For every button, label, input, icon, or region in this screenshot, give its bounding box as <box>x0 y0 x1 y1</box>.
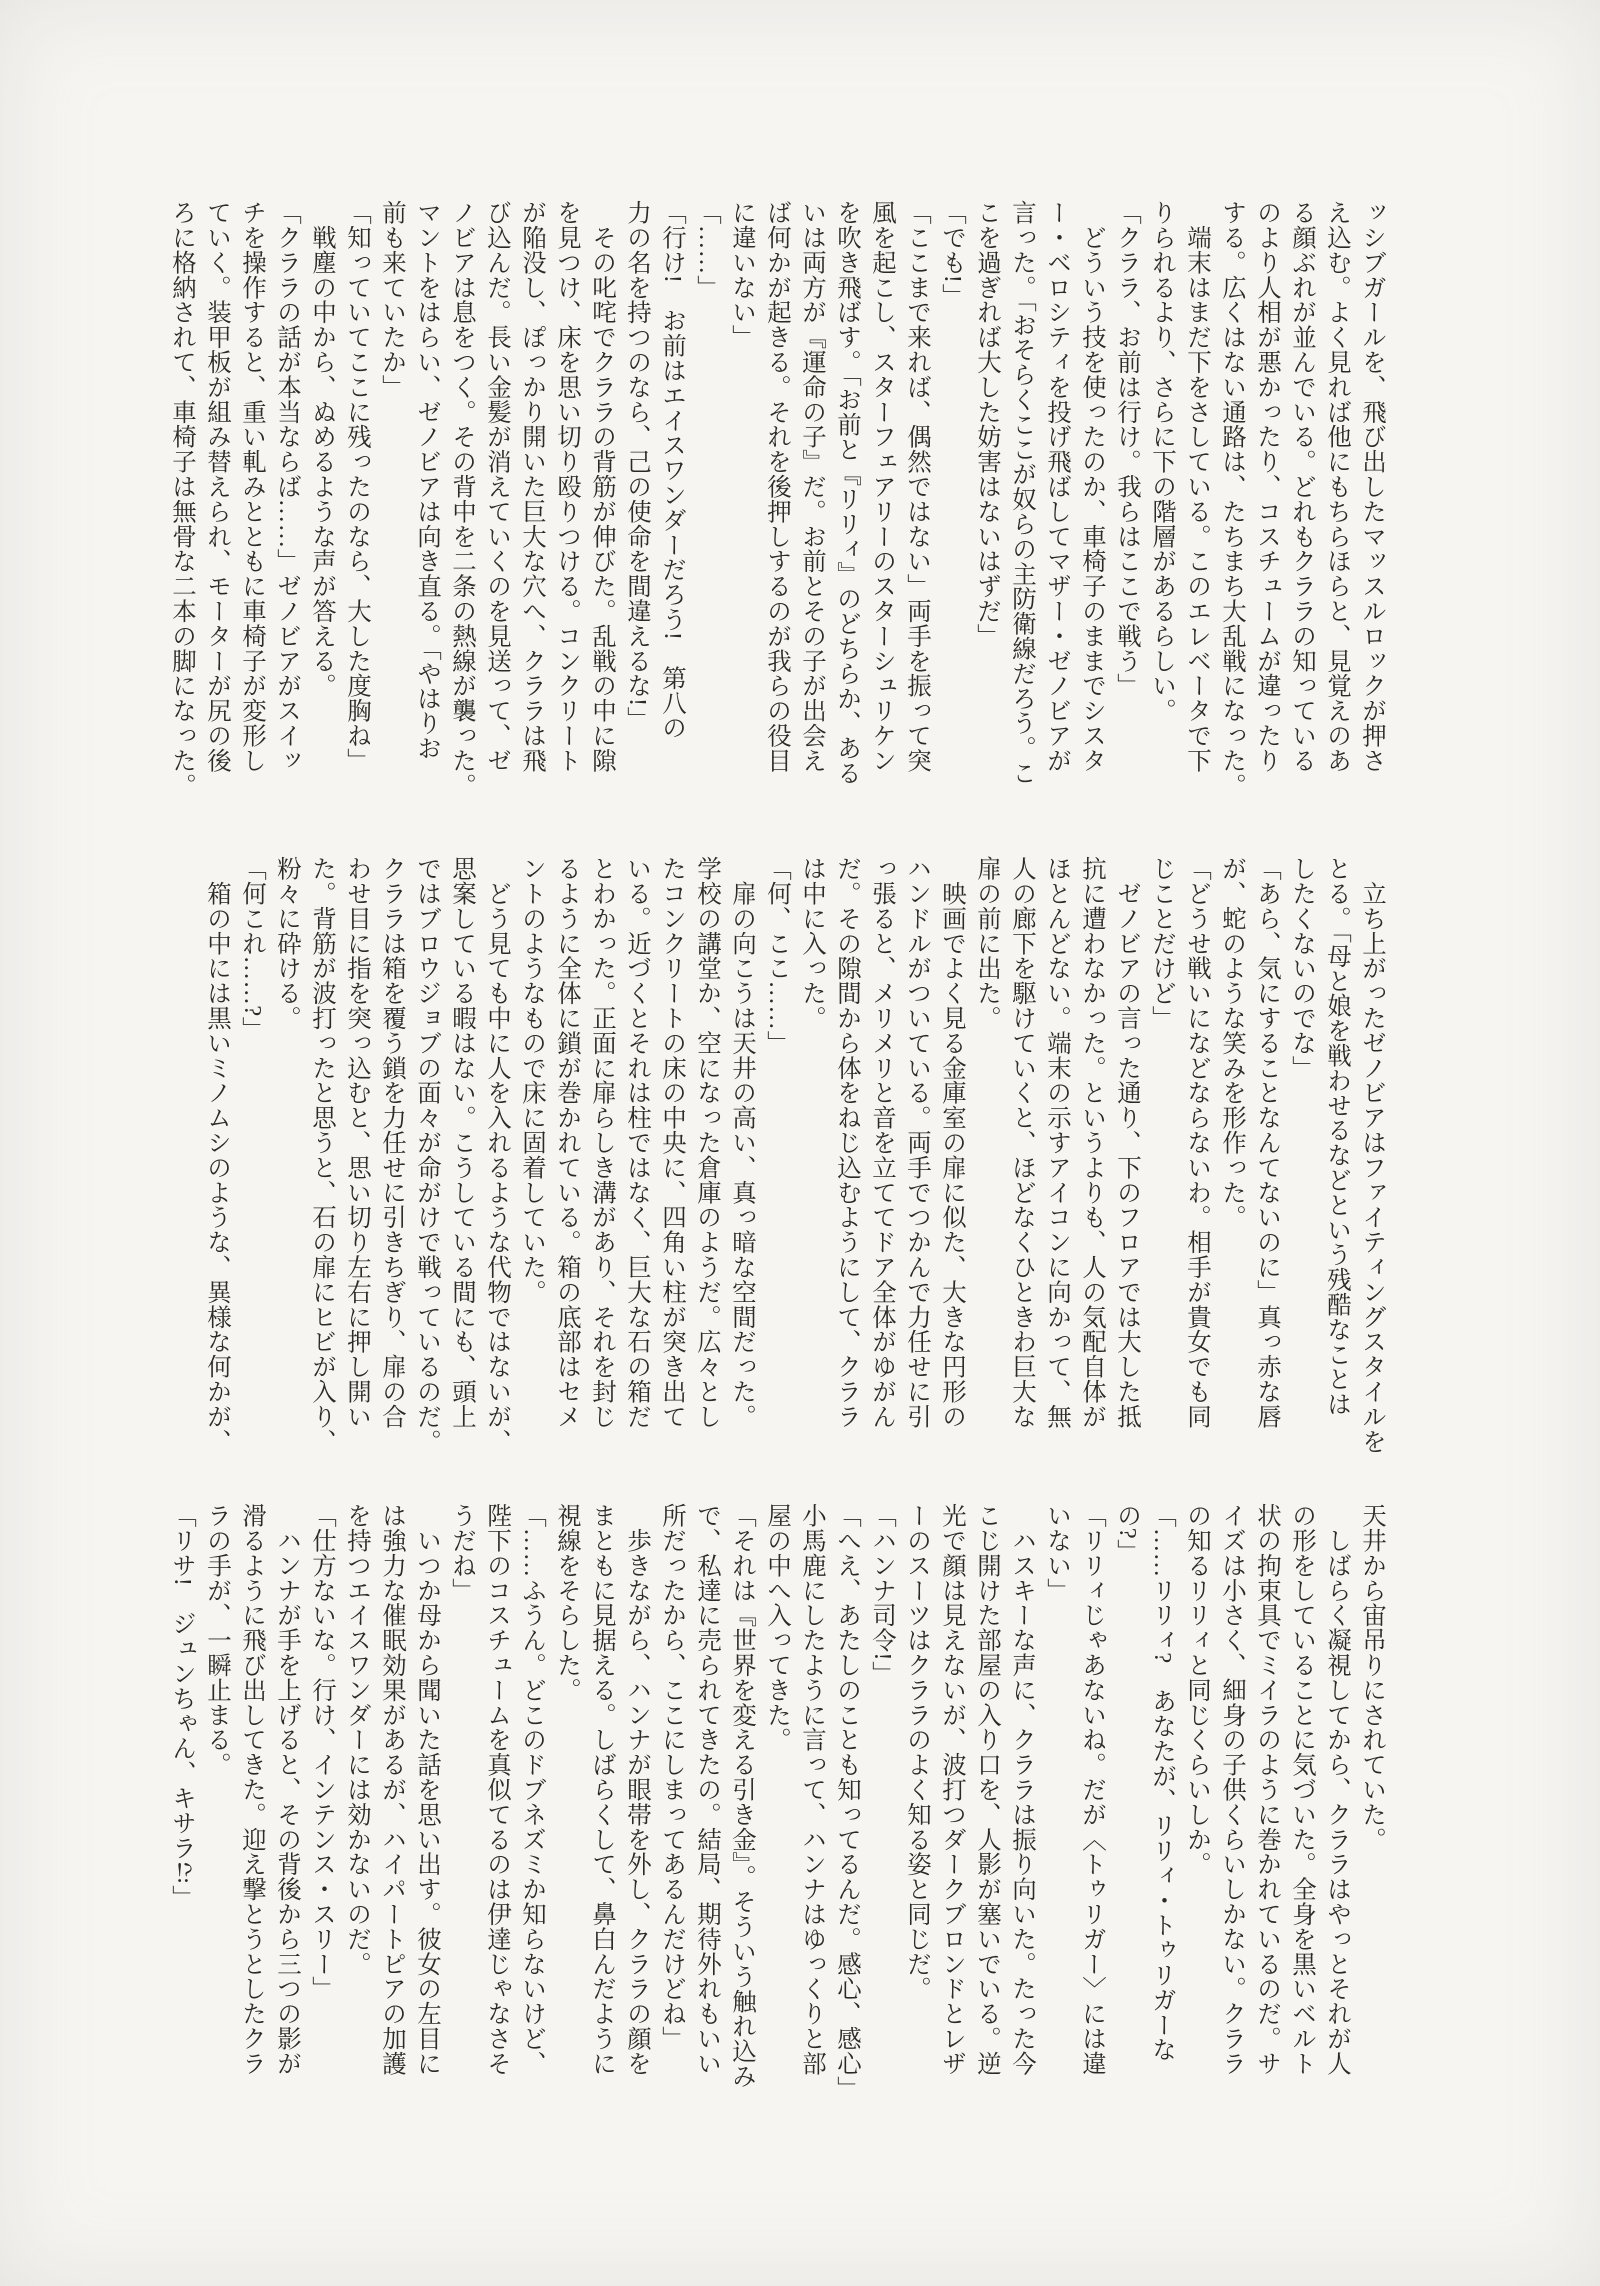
text-column: 前も来ていたか」 <box>379 200 406 400</box>
text-column: いは両方が『運命の子』だ。お前とその子が出会え <box>799 200 826 773</box>
text-band-middle <box>200 856 1390 1454</box>
text-column: とわかった。正面に扉らしき溝があり、それを封じ <box>589 856 616 1429</box>
text-column: が、蛇のような笑みを形作った。 <box>1219 856 1246 1230</box>
text-column: は強力な催眠効果があるが、ハイパートピアの加護 <box>379 1503 406 2076</box>
text-column: 「行け! お前はエイスワンダーだろう! 第八の <box>659 200 686 741</box>
text-column: どう見ても中に人を入れるような代物ではないが、 <box>484 856 511 1454</box>
text-column: 「……」 <box>694 200 721 300</box>
text-column: まともに見据える。しばらくして、鼻白んだように <box>589 1503 616 2076</box>
text-column: のより人相が悪かったり、コスチュームが違ったり <box>1254 200 1281 773</box>
text-column: 粉々に砕ける。 <box>274 856 301 1031</box>
text-column: こを過ぎれば大した妨害はないはずだ」 <box>974 200 1001 649</box>
text-column: るように全体に鎖が巻かれている。箱の底部はセメ <box>554 856 581 1429</box>
text-column: 「クララの話が本当ならば……」ゼノビアがスイッ <box>274 200 301 773</box>
text-column: ほとんどない。端末の示すアイコンに向かって、無 <box>1044 856 1071 1429</box>
text-column: ハスキーな声に、クララは振り向いた。たった今 <box>1009 1503 1036 2076</box>
text-column: うだね」 <box>449 1503 476 1603</box>
text-column: 戦塵の中から、ぬめるような声が答える。 <box>309 200 336 698</box>
text-column: チを操作すると、重い軋みとともに車椅子が変形し <box>239 200 266 773</box>
text-column: 「それは『世界を変える引き金』。そういう触れ込み <box>729 1503 756 2089</box>
text-column: マントをはらい、ゼノビアは向き直る。「やはりお <box>414 200 441 761</box>
text-column: を見つけ、床を思い切り殴りつける。コンクリート <box>554 200 581 773</box>
text-column: だ。その隙間から体をねじ込むようにして、クララ <box>834 856 861 1429</box>
text-column: で、私達に売られてきたの。結局、期待外れもいい <box>694 1503 721 2076</box>
text-column: ゼノビアの言った通り、下のフロアでは大した抵 <box>1114 856 1141 1429</box>
text-column: とる。「母と娘を戦わせるなどという残酷なことは <box>1324 856 1351 1417</box>
text-column: 「クララ、お前は行け。我らはここで戦う」 <box>1114 200 1141 698</box>
text-column: 「ハンナ司令!」 <box>869 1503 896 1686</box>
text-column: 「ここまで来れば、偶然ではない」両手を振って突 <box>904 200 931 773</box>
text-column: 滑るように飛び出してきた。迎え撃とうとしたクラ <box>239 1503 266 2076</box>
text-column: の?」 <box>1114 1503 1141 1565</box>
text-column: どういう技を使ったのか、車椅子のままでシスタ <box>1079 200 1106 773</box>
text-column: ーのスーツはクララのよく知る姿と同じだ。 <box>904 1503 931 2001</box>
text-column: ハンドルがついている。両手でつかんで力任せに引 <box>904 856 931 1429</box>
text-column: 思案している暇はない。こうしている間にも、頭上 <box>449 856 476 1429</box>
text-column: 「仕方ないな。行け、インテンス・スリー」 <box>309 1503 336 2001</box>
text-column: 「リサ! ジュンちゃん、キサラ⁉」 <box>169 1503 196 1910</box>
text-column: ントのようなもので床に固着していた。 <box>519 856 546 1305</box>
text-column: したくないのでな」 <box>1289 856 1316 1081</box>
text-column: こじ開けた部屋の入り口を、人影が塞いでいる。逆 <box>974 1503 1001 2076</box>
text-column: 「……リリィ? あなたが、リリィ・トゥリガーな <box>1149 1503 1176 2063</box>
text-column: 陛下のコスチュームを真似てるのは伊達じゃなさそ <box>484 1503 511 2076</box>
text-column: イズは小さく、細身の子供くらいしかない。クララ <box>1219 1503 1246 2076</box>
text-column: の知るリリィと同じくらいしか。 <box>1184 1503 1211 1877</box>
text-column: たコンクリートの床の中央に、四角い柱が突き出て <box>659 856 686 1429</box>
text-column: ではブロウジョブの面々が命がけで戦っているのだ。 <box>414 856 441 1454</box>
text-column: 光で顔は見えないが、波打つダークブロンドとレザ <box>939 1503 966 2076</box>
text-column: 状の拘束具でミイラのように巻かれているのだ。サ <box>1254 1503 1281 2076</box>
text-column: しばらく凝視してから、クララはやっとそれが人 <box>1324 1503 1351 2076</box>
text-column: 「……ふうん。どこのドブネズミか知らないけど、 <box>519 1503 546 2076</box>
text-column: 「へえ、あたしのことも知ってるんだ。感心、感心」 <box>834 1503 861 2101</box>
text-column: び込んだ。長い金髪が消えていくのを見送って、ゼ <box>484 200 511 773</box>
text-column: の形をしていることに気づいた。全身を黒いベルト <box>1289 1503 1316 2076</box>
text-column: 「あら、気にすることなんてないのに」真っ赤な唇 <box>1254 856 1281 1429</box>
text-column: 学校の講堂か、空になった倉庫のようだ。広々とし <box>694 856 721 1429</box>
text-column: 端末はまだ下をさしている。このエレベータで下 <box>1184 200 1211 773</box>
text-column: 「リリィじゃあないね。だが〈トゥリガー〉には違 <box>1079 1503 1106 2076</box>
text-column: を吹き飛ばす。「お前と『リリィ』のどちらか、ある <box>834 200 861 786</box>
text-column: ば何かが起きる。それを後押しするのが我らの役目 <box>764 200 791 773</box>
text-column: る顔ぶれが並んでいる。どれもクララの知っている <box>1289 200 1316 773</box>
text-column: ていく。装甲板が組み替えられ、モーターが尻の後 <box>204 200 231 773</box>
text-column: ー・ベロシティを投げ飛ばしてマザー・ゼノビアが <box>1044 200 1071 773</box>
text-column: 「何これ……?」 <box>239 856 266 1042</box>
text-band-top <box>165 200 1390 798</box>
text-column: 「でも!」 <box>939 200 966 309</box>
text-column: 風を起こし、スターフェアリーのスターシュリケン <box>869 200 896 773</box>
text-column: 視線をそらした。 <box>554 1503 581 1703</box>
text-column: え込む。よく見れば他にもちらほらと、見覚えのあ <box>1324 200 1351 773</box>
text-column: 人の廊下を駆けていくと、ほどなくひときわ巨大な <box>1009 856 1036 1429</box>
text-column: 小馬鹿にしたように言って、ハンナはゆっくりと部 <box>799 1503 826 2076</box>
text-column: りられるより、さらに下の階層があるらしい。 <box>1149 200 1176 723</box>
text-column: ろに格納されて、車椅子は無骨な二本の脚になった。 <box>169 200 196 798</box>
text-column: 「知っていてここに残ったのなら、大した度胸ね」 <box>344 200 371 773</box>
text-column: 「どうせ戦いになどならないわ。相手が貴女でも同 <box>1184 856 1211 1429</box>
text-column: 立ち上がったゼノビアはファイティングスタイルを <box>1359 856 1386 1454</box>
text-column: 天井から宙吊りにされていた。 <box>1359 1503 1386 1852</box>
text-column: ノビアは息をつく。その背中を二条の熱線が襲った。 <box>449 200 476 798</box>
text-column: する。広くはない通路は、たちまち大乱戦になった。 <box>1219 200 1246 798</box>
text-column: 屋の中へ入ってきた。 <box>764 1503 791 1752</box>
text-column: 所だったから、ここにしまってあるんだけどね」 <box>659 1503 686 2051</box>
text-column: ハンナが手を上げると、その背後から三つの影が <box>274 1503 301 2076</box>
text-column: 映画でよく見る金庫室の扉に似た、大きな円形の <box>939 856 966 1429</box>
text-column: クララは箱を覆う鎖を力任せに引きちぎり、扉の合 <box>379 856 406 1429</box>
text-column: いつか母から聞いた話を思い出す。彼女の左目に <box>414 1503 441 2076</box>
text-column: 歩きながら、ハンナが眼帯を外し、クララの顔を <box>624 1503 651 2076</box>
text-column: ラの手が、一瞬止まる。 <box>204 1503 231 1777</box>
text-column: 抗に遭わなかった。というよりも、人の気配自体が <box>1079 856 1106 1429</box>
text-column: じことだけど」 <box>1149 856 1176 1031</box>
text-column: 箱の中には黒いミノムシのような、異様な何かが、 <box>204 856 231 1454</box>
text-column: は中に入った。 <box>799 856 826 1031</box>
text-column: 言った。「おそらくここが奴らの主防衛線だろう。こ <box>1009 200 1036 786</box>
text-column: ッシブガールを、飛び出したマッスルロックが押さ <box>1359 200 1386 773</box>
text-column: いない」 <box>1044 1503 1071 1603</box>
text-column: を持つエイスワンダーには効かないのだ。 <box>344 1503 371 1977</box>
text-column: た。背筋が波打ったと思うと、石の扉にヒビが入り、 <box>309 856 336 1454</box>
text-column: っ張ると、メリメリと音を立ててドア全体がゆがん <box>869 856 896 1429</box>
text-column: その叱咤でクララの背筋が伸びた。乱戦の中に隙 <box>589 200 616 773</box>
text-column: 扉の向こうは天井の高い、真っ暗な空間だった。 <box>729 856 756 1429</box>
text-column: いる。近づくとそれは柱ではなく、巨大な石の箱だ <box>624 856 651 1429</box>
text-column: 「何、ここ……」 <box>764 856 791 1056</box>
text-band-bottom <box>165 1503 1390 2101</box>
text-column: に違いない」 <box>729 200 756 350</box>
text-column: が陥没し、ぽっかり開いた巨大な穴へ、クララは飛 <box>519 200 546 773</box>
text-column: 扉の前に出た。 <box>974 856 1001 1031</box>
text-column: 力の名を持つのなら、己の使命を間違えるな!」 <box>624 200 651 732</box>
text-column: わせ目に指を突っ込むと、思い切り左右に押し開い <box>344 856 371 1429</box>
